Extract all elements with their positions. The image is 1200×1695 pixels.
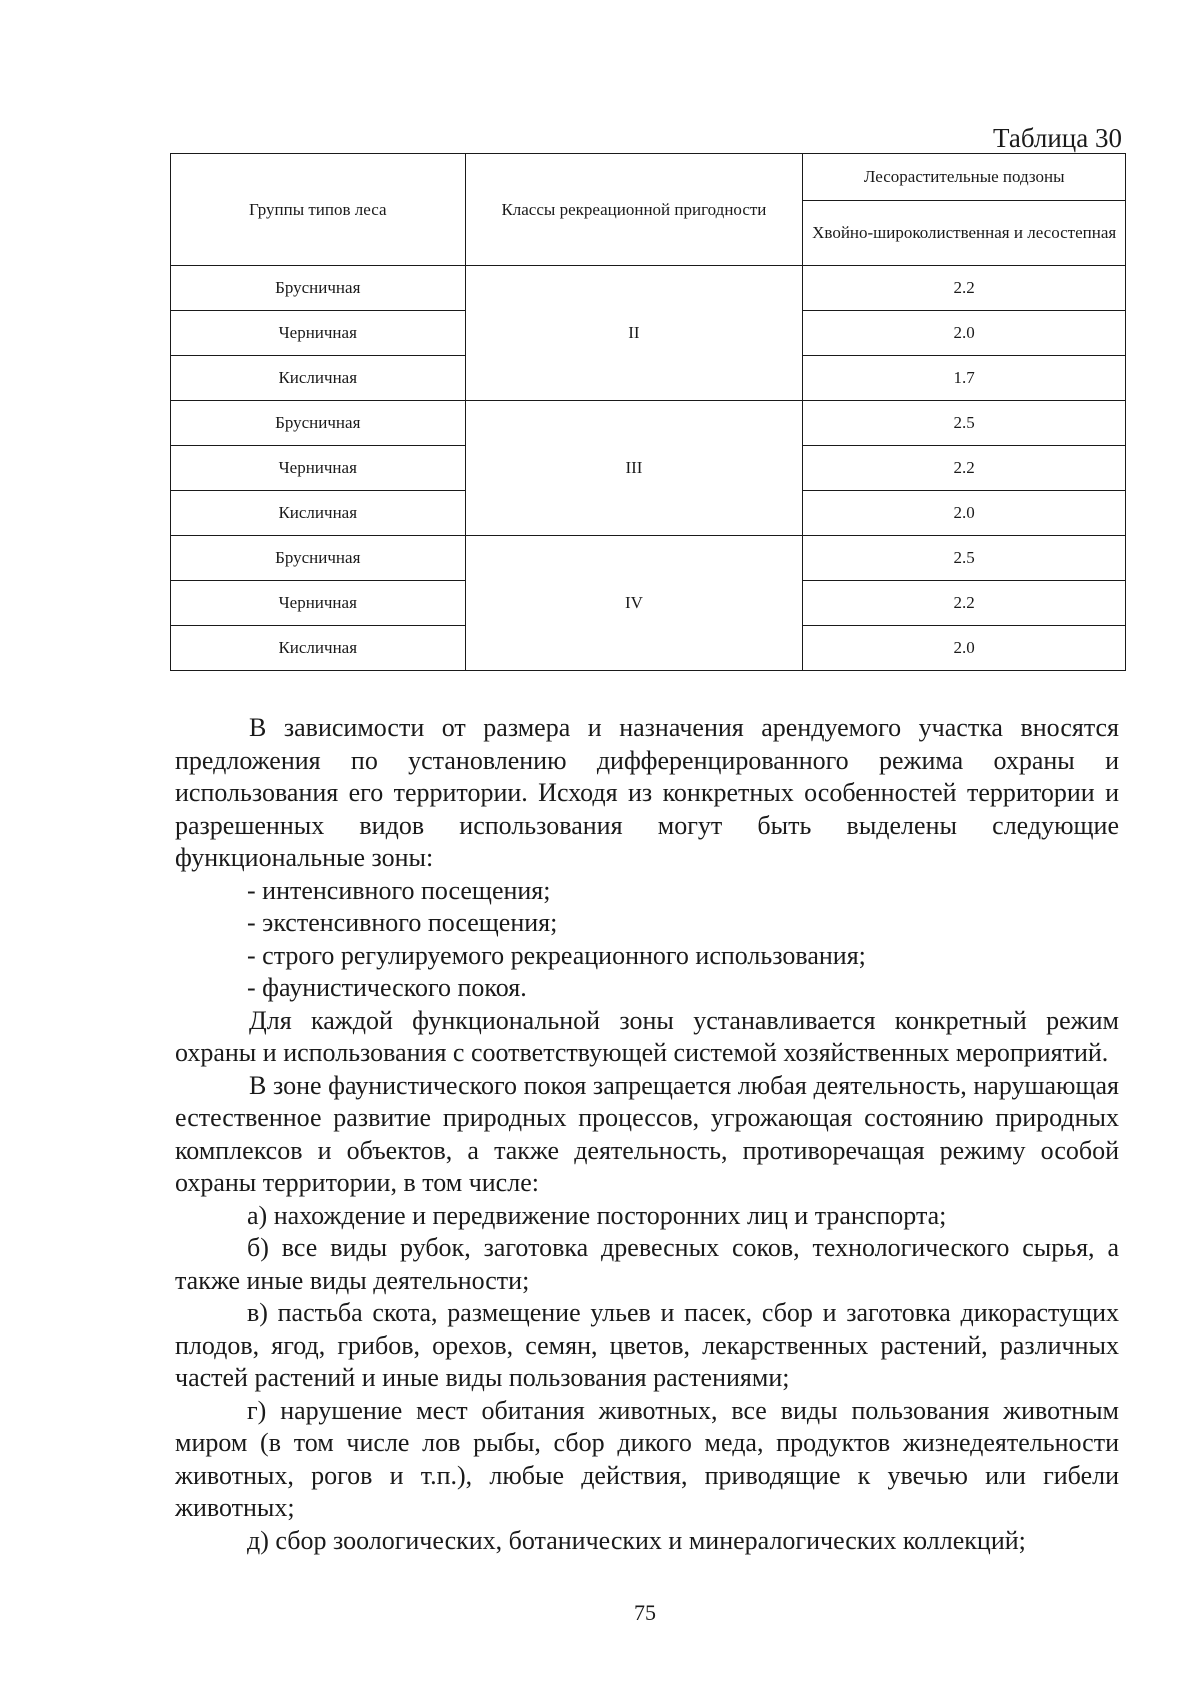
forest-type-cell: Кисличная bbox=[171, 626, 466, 671]
recreation-class-cell: II bbox=[465, 266, 803, 401]
value-cell: 2.5 bbox=[803, 536, 1126, 581]
forest-type-cell: Брусничная bbox=[171, 536, 466, 581]
header-vegetation-subzones: Лесорастительные подзоны bbox=[803, 154, 1126, 201]
paragraph-prohibitions: В зоне фаунистического покоя запрещается любая деятельность, нарушающая естественное развитие природных процессов, угрожающая состоянию природных комплексов и объектов, а также деятельность, противоречащая режиму особой охраны территории, в том числе: bbox=[175, 1070, 1119, 1197]
list-item: - экстенсивного посещения; bbox=[247, 908, 558, 937]
paragraph-zone-regime: Для каждой функциональной зоны устанавливается конкретный режим охраны и использования с соответствующей системой хозяйственных мероприятий. bbox=[175, 1005, 1119, 1067]
value-cell: 2.0 bbox=[803, 491, 1126, 536]
forest-type-cell: Кисличная bbox=[171, 356, 466, 401]
value-cell: 2.0 bbox=[803, 311, 1126, 356]
forest-type-cell: Кисличная bbox=[171, 491, 466, 536]
list-item: в) пастьба скота, размещение ульев и пасек, сбор и заготовка дикорастущих плодов, ягод, грибов, орехов, семян, цветов, лекарственных растений, различных частей растений и иные виды пользования растениями; bbox=[175, 1298, 1119, 1392]
header-recreation-classes: Классы рекреационной пригодности bbox=[465, 154, 803, 266]
value-cell: 2.2 bbox=[803, 446, 1126, 491]
forest-type-cell: Черничная bbox=[171, 311, 466, 356]
list-item: - фаунистического покоя. bbox=[247, 973, 527, 1002]
header-subzone-name: Хвойно-широколиственная и лесостепная bbox=[803, 201, 1126, 266]
list-item: - интенсивного посещения; bbox=[247, 875, 551, 905]
value-cell: 2.2 bbox=[803, 266, 1126, 311]
list-item: г) нарушение мест обитания животных, все виды пользования животным миром (в том числе лов рыбы, сбор дикого меда, продуктов жизнедеятельности животных, рогов и т.п.), любые действия, приводящие к увечью или гибели животных; bbox=[175, 1395, 1119, 1522]
value-cell: 2.0 bbox=[803, 626, 1126, 671]
body-text bbox=[175, 712, 1119, 1557]
recreation-class-cell: III bbox=[465, 401, 803, 536]
forest-type-cell: Брусничная bbox=[171, 266, 466, 311]
list-item: б) все виды рубок, заготовка древесных соков, технологического сырья, а также иные виды деятельности; bbox=[175, 1233, 1119, 1295]
forest-type-cell: Брусничная bbox=[171, 401, 466, 446]
table-row bbox=[171, 536, 1126, 581]
list-item: а) нахождение и передвижение посторонних лиц и транспорта; bbox=[247, 1200, 947, 1230]
forest-type-cell: Черничная bbox=[171, 446, 466, 491]
table-row bbox=[171, 401, 1126, 446]
table-header-row bbox=[171, 154, 1126, 201]
forest-type-cell: Черничная bbox=[171, 581, 466, 626]
list-item: д) сбор зоологических, ботанических и минералогических коллекций; bbox=[247, 1525, 1026, 1555]
page-number: 75 bbox=[634, 1600, 656, 1625]
header-forest-type-groups: Группы типов леса bbox=[171, 154, 466, 266]
paragraph-zones-intro: В зависимости от размера и назначения арендуемого участка вносятся предложения по установлению дифференцированного режима охраны и использования его территории. Исходя из конкретных особенностей территории и разрешенных видов использования могут быть выделены следующие функциональные зоны: bbox=[175, 713, 1119, 872]
table-row bbox=[171, 266, 1126, 311]
list-item: - строго регулируемого рекреационного использования; bbox=[247, 940, 866, 970]
value-cell: 2.2 bbox=[803, 581, 1126, 626]
value-cell: 2.5 bbox=[803, 401, 1126, 446]
forest-recreation-table bbox=[170, 153, 1126, 671]
recreation-class-cell: IV bbox=[465, 536, 803, 671]
value-cell: 1.7 bbox=[803, 356, 1126, 401]
table-caption: Таблица 30 bbox=[993, 123, 1122, 153]
